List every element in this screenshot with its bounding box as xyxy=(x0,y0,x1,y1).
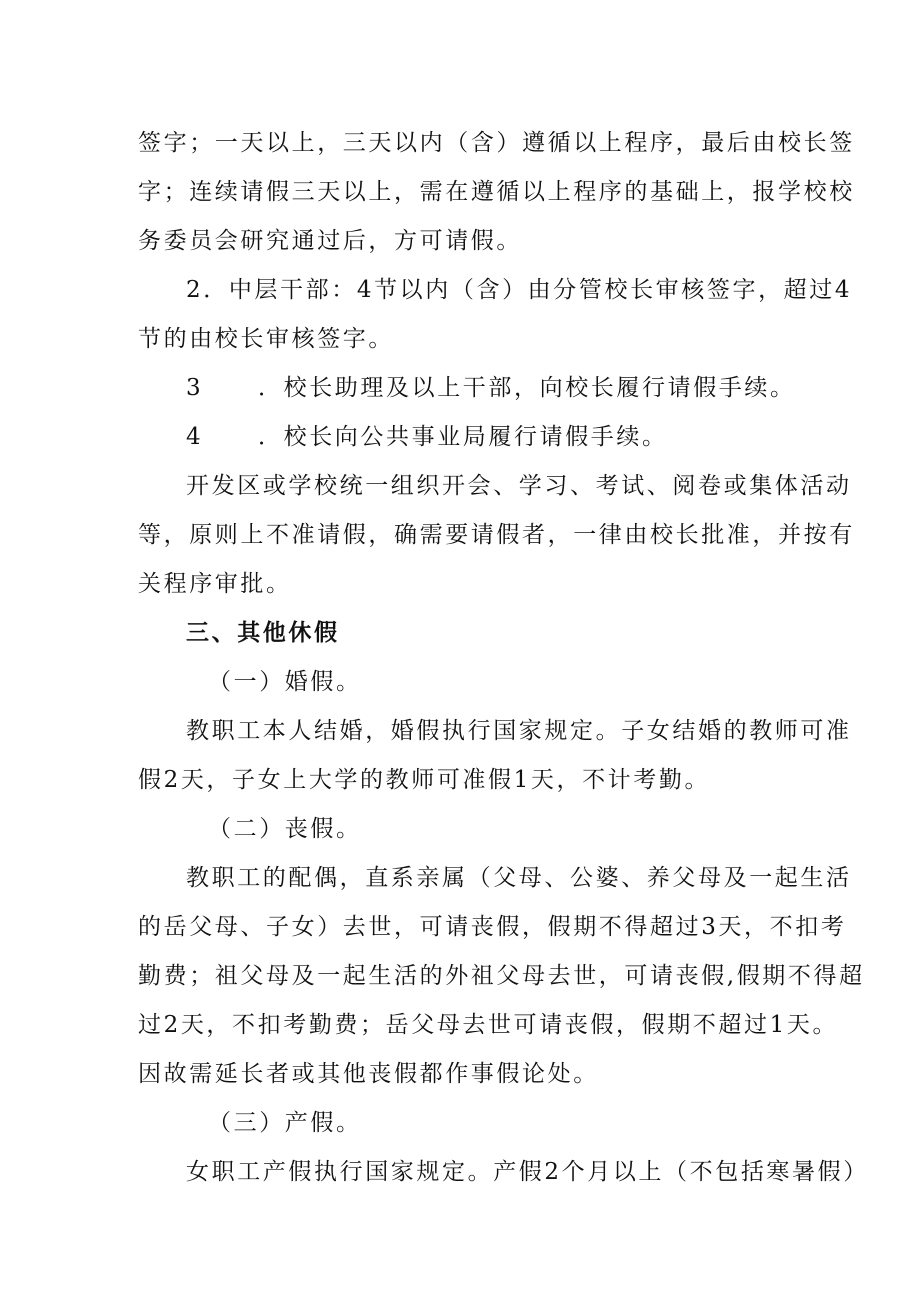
section-heading: 三、其他休假 xyxy=(186,620,340,646)
paragraph-line: 因故需延长者或其他丧假都作事假论处。 xyxy=(138,1061,599,1087)
list-item-2-line: 2．中层干部：4节以内（含）由分管校长审核签字，超过4 xyxy=(186,277,853,303)
list-item-text: ．校长助理及以上干部，向校长履行请假手续。 xyxy=(258,375,796,401)
subheading-maternity-leave: （三）产假。 xyxy=(208,1110,362,1136)
paragraph-line: 务委员会研究通过后，方可请假。 xyxy=(138,228,522,254)
list-item-3 xyxy=(186,373,796,403)
paragraph-line: 勤费；祖父母及一起生活的外祖父母去世，可请丧假,假期不得超 xyxy=(138,963,865,989)
list-item-number: 4 xyxy=(186,424,204,450)
paragraph-line: 关程序审批。 xyxy=(138,571,292,597)
list-item-text: ．校长向公共事业局履行请假手续。 xyxy=(258,424,668,450)
paragraph-line: 过2天，不扣考勤费；岳父母去世可请丧假，假期不超过1天。 xyxy=(138,1012,839,1038)
list-item-2-line: 节的由校长审核签字。 xyxy=(138,326,394,352)
paragraph-line: 开发区或学校统一组织开会、学习、考试、阅卷或集体活动 xyxy=(186,473,852,499)
list-item-4 xyxy=(186,422,668,452)
list-item-number: 3 xyxy=(186,375,204,401)
paragraph-line: 教职工的配偶，直系亲属（父母、公婆、养父母及一起生活 xyxy=(186,865,852,891)
subheading-marriage-leave: （一）婚假。 xyxy=(208,669,362,695)
paragraph-line: 女职工产假执行国家规定。产假2个月以上（不包括寒暑假） xyxy=(186,1159,869,1185)
paragraph-line: 教职工本人结婚，婚假执行国家规定。子女结婚的教师可准 xyxy=(186,718,852,744)
paragraph-line: 字；连续请假三天以上，需在遵循以上程序的基础上，报学校校 xyxy=(138,179,855,205)
paragraph-line: 的岳父母、子女）去世，可请丧假，假期不得超过3天，不扣考 xyxy=(138,914,847,940)
paragraph-line: 等，原则上不准请假，确需要请假者，一律由校长批准，并按有 xyxy=(138,522,855,548)
paragraph-line: 签字；一天以上，三天以内（含）遵循以上程序，最后由校长签 xyxy=(138,130,855,156)
subheading-funeral-leave: （二）丧假。 xyxy=(208,816,362,842)
paragraph-line: 假2天，子女上大学的教师可准假1天，不计考勤。 xyxy=(138,767,711,793)
